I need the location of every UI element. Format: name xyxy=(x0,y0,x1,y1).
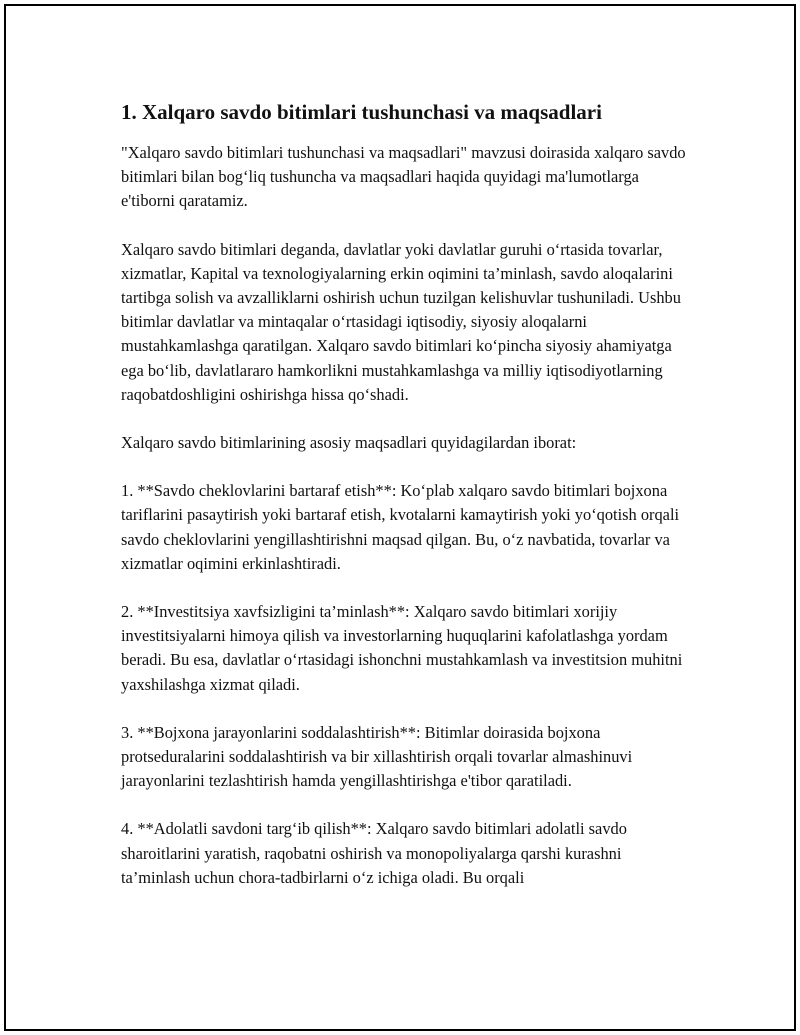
page-frame xyxy=(4,4,796,1031)
section-heading: 1. Xalqaro savdo bitimlari tushunchasi va maqsadlari xyxy=(121,100,602,124)
document-body xyxy=(121,98,691,914)
definition-paragraph: Xalqaro savdo bitimlari deganda, davlatlar yoki davlatlar guruhi o‘rtasida tovarlar, xizmatlar, Kapital va texnologiyalarning erkin oqimini ta’minlash, savdo aloqalarini tartibga solish va avzalliklarni oshirish uchun tuzilgan kelishuvlar tushuniladi. Ushbu bitimlar davlatlar va mintaqalar o‘rtasidagi iqtisodiy, siyosiy aloqalarni mustahkamlashga qaratilgan. Xalqaro savdo bitimlari ko‘pincha siyosiy ahamiyatga ega bo‘lib, davlatlararo hamkorlikni mustahkamlashga va milliy iqtisodiyotlarning raqobatdoshligini oshirishga hissa qo‘shadi. xyxy=(121,239,681,404)
goal-item-2: 2. **Investitsiya xavfsizligini ta’minlash**: Xalqaro savdo bitimlari xorijiy investitsiyalarni himoya qilish va investorlarning huquqlarini kafolatlashga yordam beradi. Bu esa, davlatlar o‘rtasidagi ishonchni mustahkamlash va investitsion muhitni yaxshilashga xizmat qiladi. xyxy=(121,602,683,694)
goals-intro-paragraph: Xalqaro savdo bitimlarining asosiy maqsadlari quyidagilardan iborat: xyxy=(121,433,577,453)
goal-item-3: 3. **Bojxona jarayonlarini soddalashtirish**: Bitimlar doirasida bojxona protseduralarini soddalashtirish va bir xillashtirish orqali tovarlar almashinuvi jarayonlarini tezlashtirish hamda yengillashtirishga e'tibor qaratiladi. xyxy=(121,722,633,791)
goal-item-4: 4. **Adolatli savdoni targ‘ib qilish**: Xalqaro savdo bitimlari adolatli savdo sharoitlarini yaratish, raqobatni oshirish va monopoliyalarga qarshi kurashni ta’minlash uchun chora-tadbirlarni o‘z ichiga oladi. Bu orqali xyxy=(121,819,627,887)
goal-item-1: 1. **Savdo cheklovlarini bartaraf etish**: Ko‘plab xalqaro savdo bitimlari bojxona tariflarini pasaytirish yoki bartaraf etish, kvotalarni kamaytirish yoki yo‘qotish orqali savdo cheklovlarini yengillashtirishni maqsad qilgan. Bu, o‘z navbatida, tovarlar va xizmatlar oqimini erkinlashtiradi. xyxy=(121,481,680,573)
intro-paragraph: "Xalqaro savdo bitimlari tushunchasi va maqsadlari" mavzusi doirasida xalqaro savdo bitimlari bilan bog‘liq tushuncha va maqsadlari haqida quyidagi ma'lumotlarga e'tiborni qaratamiz. xyxy=(121,143,686,211)
